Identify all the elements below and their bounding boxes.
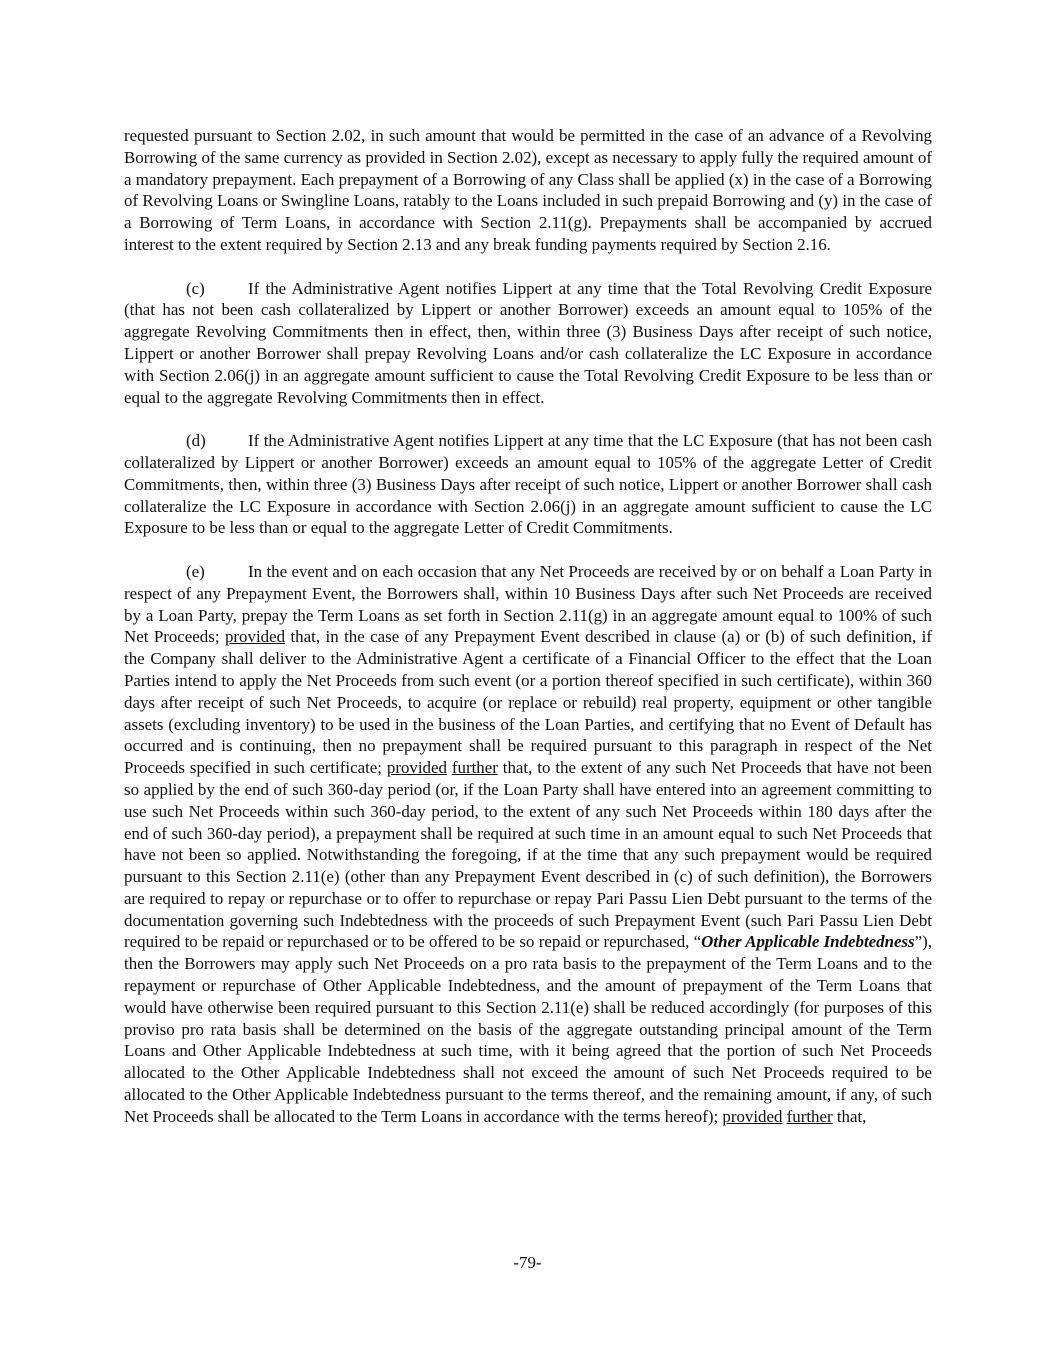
paragraph-c (124, 278, 932, 409)
paragraph-label: (d) (186, 431, 206, 451)
paragraph-text: requested pursuant to Section 2.02, in such amount that would be permitted in the case of an advance of a Revolving Borrowing of the same currency as provided in Section 2.02), except as necessary to apply fully the required amount of a mandatory prepayment. Each prepayment of a Borrowing of any Class shall be applied (x) in the case of a Borrowing of Revolving Loans or Swingline Loans, ratably to the Loans included in such prepaid Borrowing and (y) in the case of a Borrowing of Term Loans, in accordance with Section 2.11(g). Prepayments shall be accompanied by accrued interest to the extent required by Section 2.13 and any break funding payments required by Section 2.16. (124, 126, 932, 254)
paragraph-text: that, to the extent of any such Net Proceeds that have not been so applied by the end of such 360-day period (or, if the Loan Party shall have entered into an agreement committing to use such Net Proceeds within such 360-day period, to the extent of any such Net Proceeds within 180 days after the end of such 360-day period), a prepayment shall be required at such time in an amount equal to such Net Proceeds that have not been so applied. Notwithstanding the foregoing, if at the time that any such prepayment would be required pursuant to this Section 2.11(e) (other than any Prepayment Event described in (c) of such definition), the Borrowers are required to repay or repurchase or to offer to repurchase or repay Pari Passu Lien Debt pursuant to the terms of the documentation governing such Indebtedness with the proceeds of such Prepayment Event (such Pari Passu Lien Debt required to be repaid or repurchased or to be offered to be so repaid or repurchased, “ (124, 758, 932, 952)
provided-term: provided (722, 1106, 783, 1126)
paragraph-text: that, (832, 1106, 867, 1126)
paragraph-text: In the event and on each occasion that any Net Proceeds are received by or on behalf a Loan Party in respect of any Prepayment Event, the Borrowers shall, within 10 Business Days after such Net Proceeds are received by a Loan Party, prepay the Term Loans as set forth in Section 2.11(g) in an aggregate amount equal to 100% of such Net Proceeds; (124, 561, 932, 647)
paragraph-text: ”), then the Borrowers may apply such Net Proceeds on a pro rata basis to the prepayment of the Term Loans and to the repayment or repurchase of Other Applicable Indebtedness, and the amount of prepayment of the Term Loans that would have otherwise been required pursuant to this Section 2.11(e) shall be reduced accordingly (for purposes of this proviso pro rata basis shall be determined on the basis of the aggregate outstanding principal amount of the Term Loans and Other Applicable Indebtedness at such time, with it being agreed that the portion of such Net Proceeds allocated to the Other Applicable Indebtedness shall not exceed the amount of such Net Proceeds required to be allocated to the Other Applicable Indebtedness pursuant to the terms thereof, and the remaining amount, if any, of such Net Proceeds shall be allocated to the Term Loans in accordance with the terms hereof); (124, 932, 932, 1126)
further-term: further (786, 1106, 833, 1126)
provided-term: provided (386, 758, 447, 778)
paragraph-text: If the Administrative Agent notifies Lippert at any time that the LC Exposure (that has not been cash collateralized by Lippert or another Borrower) exceeds an amount equal to 105% of the aggregate Letter of Credit Commitments, then, within three (3) Business Days after receipt of such notice, Lippert or another Borrower shall cash collateralize the LC Exposure in accordance with Section 2.06(j) in an aggregate amount sufficient to cause the LC Exposure to be less than or equal to the aggregate Letter of Credit Commitments. (124, 431, 932, 538)
provided-term: provided (224, 627, 286, 647)
document-page (124, 125, 932, 1149)
page-number: -79- (513, 1253, 542, 1272)
further-term: further (451, 758, 498, 778)
paragraph-text: If the Administrative Agent notifies Lippert at any time that the Total Revolving Credit Exposure (that has not been cash collateralized by Lippert or another Borrower) exceeds an amount equal to 105% of the aggregate Revolving Commitments then in effect, then, within three (3) Business Days after receipt of such notice, Lippert or another Borrower shall prepay Revolving Loans and/or cash collateralize the LC Exposure in accordance with Section 2.06(j) in an aggregate amount sufficient to cause the Total Revolving Credit Exposure to be less than or equal to the aggregate Revolving Commitments then in effect. (124, 278, 932, 407)
paragraph-label: (e) (186, 561, 205, 581)
paragraph-d (124, 430, 932, 539)
paragraph-text: that, in the case of any Prepayment Event described in clause (a) or (b) of such definition, if the Company shall deliver to the Administrative Agent a certificate of a Financial Officer to the effect that the Loan Parties intend to apply the Net Proceeds from such event (or a portion thereof specified in such certificate), within 360 days after receipt of such Net Proceeds, to acquire (or replace or rebuild) real property, equipment or other tangible assets (excluding inventory) to be used in the business of the Loan Parties, and certifying that no Event of Default has occurred and is continuing, then no prepayment shall be required pursuant to this paragraph in respect of the Net Proceeds specified in such certificate; (124, 627, 933, 778)
defined-term: Other Applicable Indebtedness (701, 932, 915, 952)
paragraph-e (124, 561, 932, 1128)
paragraph-label: (c) (186, 278, 205, 298)
paragraph-continuation (124, 125, 932, 256)
